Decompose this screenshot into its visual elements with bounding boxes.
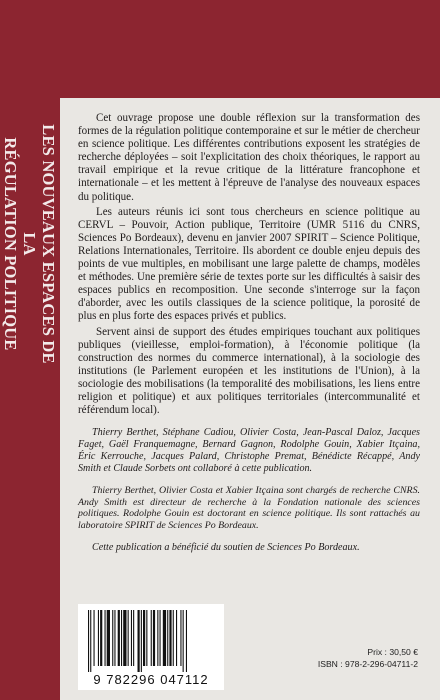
barcode-bar — [186, 610, 187, 672]
barcode-bar — [131, 610, 132, 666]
barcode-digits: 9 782296 047112 — [93, 672, 209, 687]
top-color-band — [0, 0, 440, 98]
spine-band — [0, 0, 60, 700]
barcode-bar — [151, 610, 152, 666]
summary-paragraph: Les auteurs réunis ici sont tous chercheurs en science politique au CERVL – Pouvoir, Action publique, Territoire (UMR 5116 du CNRS, Sciences Po Bordeaux), devenu en janvier 2007 SPIRIT – Science Politique, Relations Internationales, Territoire. Ils abordent ce double enjeu depuis des points de vue multiples, en mobilisant une large palette de champs, modèles et méthodes. Une première série de textes porte sur les difficultés à saisir des espaces publics en recomposition. Une seconde s'interroge sur la façon d'aborder, avec les outils classiques de la science politique, la porosité de plus en plus forte des espaces privés et publics. — [78, 205, 420, 323]
barcode-bar — [100, 610, 102, 666]
barcode-bar — [128, 610, 129, 666]
barcode-bar — [157, 610, 158, 666]
barcode-bar — [169, 610, 171, 666]
barcode-bar — [94, 610, 95, 666]
barcode-bar — [176, 610, 177, 666]
barcode — [78, 604, 224, 690]
barcode-bar — [160, 610, 161, 666]
price-block — [318, 646, 418, 670]
summary-paragraph: Cet ouvrage propose une double réflexion sur la transformation des formes de la régulation politique contemporaine et sur le métier de chercheur en science politique. Les différentes contributions exposent les stratégies de recherche déployées – soit l'explicitation des choix théoriques, le rapport au travail empirique et la revue critique de la littérature francophone et internationale – et les mettent à l'épreuve de l'analyse des nouveaux espaces du politique. — [78, 112, 420, 203]
barcode-bar — [146, 610, 147, 666]
authors-note: Thierry Berthet, Olivier Costa et Xabier Itçaina sont chargés de recherche CNRS. Andy Smith est directeur de recherche à la Fondation nationale des sciences politiques. Rodolphe Gouin est doctorant en science politique. Ils sont rattachés au laboratoire SPIRIT de Sciences Po Bordeaux. — [78, 485, 420, 531]
barcode-bar — [133, 610, 134, 666]
barcode-bar — [105, 610, 106, 666]
isbn-label: ISBN : 978-2-296-04711-2 — [317, 659, 418, 669]
barcode-bar — [121, 610, 122, 666]
spine-title — [2, 118, 58, 370]
barcode-bar — [118, 610, 120, 666]
barcode-bar — [141, 610, 142, 672]
barcode-bar — [143, 610, 145, 666]
barcode-bar — [183, 610, 184, 672]
barcode-bar — [98, 610, 99, 666]
spine-title-line-2: RÉGULATION POLITIQUE — [1, 137, 20, 351]
barcode-bar — [90, 610, 91, 672]
price-label: Prix : 30,50 € — [367, 647, 418, 657]
barcode-bar — [123, 610, 126, 666]
barcode-bar — [180, 610, 181, 666]
summary-paragraph: Servent ainsi de support des études empiriques touchant aux politiques publiques (vieillesse, emploi-formation), à l'économie politique (la construction des normes du commerce international), à la sociologie des institutions (le Parlement européen et les institutions de l'Union), à la sociologie des mobilisations (la temporalité des mobilisations, les liens entre religion et politique) et aux politiques territoriales (intercommunalité et référendum local). — [78, 325, 420, 417]
barcode-bar — [167, 610, 168, 666]
contributors-note: Thierry Berthet, Stéphane Cadiou, Olivier Costa, Jean-Pascal Daloz, Jacques Faget, Gaël Franquemagne, Bernard Gagnon, Rodolphe Gouin, Xabier Itçaina, Éric Kerrouche, Jacques Palard, Christophe Premat, Bénédicte Récappé, Andy Smith et Claude Sorbets ont collaboré à cette publication. — [78, 427, 420, 475]
spine-title-line-1: LES NOUVEAUX ESPACES DE LA — [20, 124, 58, 364]
barcode-bar — [163, 610, 166, 666]
barcode-bar — [107, 610, 110, 666]
back-cover-text — [78, 112, 420, 554]
barcode-bar — [173, 610, 174, 666]
barcode-bar — [112, 610, 113, 666]
barcode-bar — [88, 610, 89, 672]
barcode-bar — [114, 610, 115, 666]
support-note: Cette publication a bénéficié du soutien de Sciences Po Bordeaux. — [92, 541, 360, 553]
barcode-bar — [138, 610, 140, 672]
barcode-bar — [153, 610, 155, 666]
barcode-bars — [78, 604, 224, 672]
